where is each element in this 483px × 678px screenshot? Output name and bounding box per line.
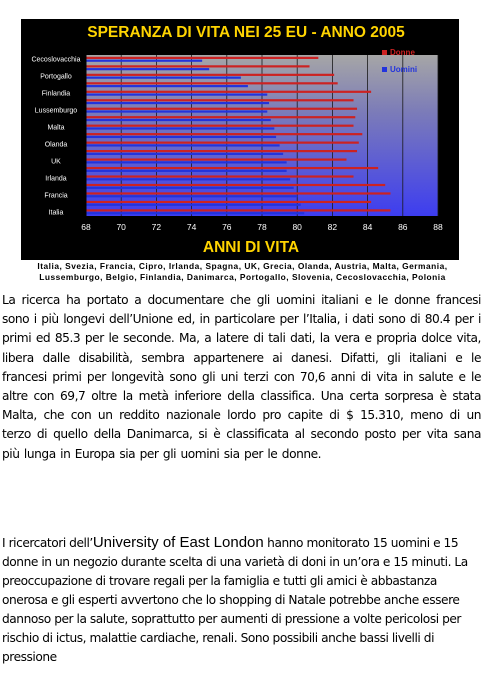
bar-donne xyxy=(86,192,390,194)
university-name: University of East London xyxy=(92,534,264,551)
bar-uomini xyxy=(86,77,241,79)
bar-uomini xyxy=(86,85,248,87)
bar-uomini xyxy=(86,144,280,146)
bar-donne xyxy=(86,201,371,203)
y-tick-label: Francia xyxy=(44,192,68,200)
y-tick-label: UK xyxy=(51,158,61,166)
bar-uomini xyxy=(86,102,269,104)
y-tick-label: Malta xyxy=(47,124,65,132)
article-paragraph-1: La ricerca ha portato a documentare che gli uomini italiani e le donne francesi sono i più longevi dell’Unione ed, in particolare per l’Italia, i dati sono di 80.4 per i primi ed 85.3 per le seconde. Ma, a latere di tali dati, la vera e propria dolce vita, libera dalle disabilità, sembra appartenere ai danesi. Difatti, gli italiani e le francesi primi per longevità sono gli uni terzi con 70,6 anni di vita in salute e le altre con 69,7 oltre la metà inferiore della classifica. Una certa sorpresa è stata Malta, che con un reddito nazionale lordo pro capite di $ 15.310, meno di un terzo di quello della Danimarca, si è classificata al secondo posto per vita sana più lunga in Europa sia per gli uomini sia per le donne. xyxy=(2,293,481,461)
bar-uomini xyxy=(86,136,276,138)
y-tick-label: Lussemburgo xyxy=(34,107,78,115)
article-paragraph-2 xyxy=(2,533,481,667)
bar-uomini xyxy=(86,93,267,95)
bar-donne xyxy=(86,108,357,110)
bar-donne xyxy=(86,150,357,152)
bar-donne xyxy=(86,142,359,144)
y-tick-label: Olanda xyxy=(44,141,68,149)
y-tick-label: Irlanda xyxy=(45,175,67,183)
y-tick-label: Italia xyxy=(48,209,64,217)
x-tick-label: 74 xyxy=(186,222,197,232)
x-tick-label: 80 xyxy=(292,222,302,232)
y-tick-label: Finlandia xyxy=(41,90,71,98)
x-axis-title: ANNI DI VITA xyxy=(202,239,300,256)
bar-donne xyxy=(86,209,390,211)
chart-caption: Italia, Svezia, Francia, Cipro, Irlanda, Spagna, UK, Grecia, Olanda, Austria, Malta, Germania, Lussemburgo, Belgio, Finlandia, Danimarca, Portogallo, Slovenia, Cecoslovacchia, Polonia xyxy=(37,261,448,282)
legend-label: Uomini xyxy=(390,65,418,74)
life-expectancy-chart xyxy=(21,19,459,260)
y-tick-label: Portogallo xyxy=(40,73,72,81)
bar-donne xyxy=(86,167,378,169)
paragraph-2-intro: I ricercatori dell’ xyxy=(2,536,93,550)
bar-donne xyxy=(86,184,385,186)
y-tick-label: Cecoslovacchia xyxy=(31,56,81,64)
chart-title: SPERANZA DI VITA NEI 25 EU - ANNO 2005 xyxy=(87,24,405,41)
bar-donne xyxy=(86,65,310,67)
x-tick-label: 88 xyxy=(433,222,443,232)
bar-uomini xyxy=(86,195,297,197)
bar-donne xyxy=(86,99,354,101)
bar-uomini xyxy=(86,127,274,129)
bar-uomini xyxy=(86,178,290,180)
legend-swatch xyxy=(382,50,387,55)
bar-uomini xyxy=(86,60,202,62)
x-tick-label: 84 xyxy=(362,222,373,232)
bar-donne xyxy=(86,116,355,118)
bar-uomini xyxy=(86,110,267,112)
bar-donne xyxy=(86,82,338,84)
bar-uomini xyxy=(86,153,283,155)
bar-uomini xyxy=(86,68,209,70)
x-tick-label: 82 xyxy=(327,222,338,232)
bar-donne xyxy=(86,175,354,177)
bar-donne xyxy=(86,125,354,127)
bar-uomini xyxy=(86,119,271,121)
bar-donne xyxy=(86,133,362,135)
x-tick-label: 76 xyxy=(222,222,232,232)
bar-uomini xyxy=(86,204,301,206)
x-tick-label: 78 xyxy=(257,222,267,232)
x-tick-label: 68 xyxy=(81,222,91,232)
x-tick-label: 72 xyxy=(151,222,162,232)
bar-uomini xyxy=(86,170,287,172)
bar-donne xyxy=(86,74,334,76)
chart-canvas xyxy=(21,19,459,260)
bar-donne xyxy=(86,91,371,93)
x-tick-label: 70 xyxy=(116,222,126,232)
bar-donne xyxy=(86,158,346,160)
paragraph-2-body: hanno monitorato 15 uomini e 15 donne in un negozio durante scelta di una varietà di doni in un’ora e 15 minuti. La preoccupazione di trovare regali per la famiglia e tutti gli amici è abbastanza onerosa e gli esperti avvertono che lo shopping di Natale potrebbe anche essere dannoso per la salute, soprattutto per aumenti di pressione a volte pericolosi per rischio di ictus, malattie cardiache, renali. Sono possibili anche bassi livelli di pressione xyxy=(2,536,468,664)
legend-swatch xyxy=(382,67,387,72)
legend-label: Donne xyxy=(390,48,415,57)
bar-uomini xyxy=(86,187,294,189)
x-tick-label: 86 xyxy=(398,222,408,232)
bar-donne xyxy=(86,57,318,59)
bar-uomini xyxy=(86,212,304,214)
bar-uomini xyxy=(86,161,287,163)
